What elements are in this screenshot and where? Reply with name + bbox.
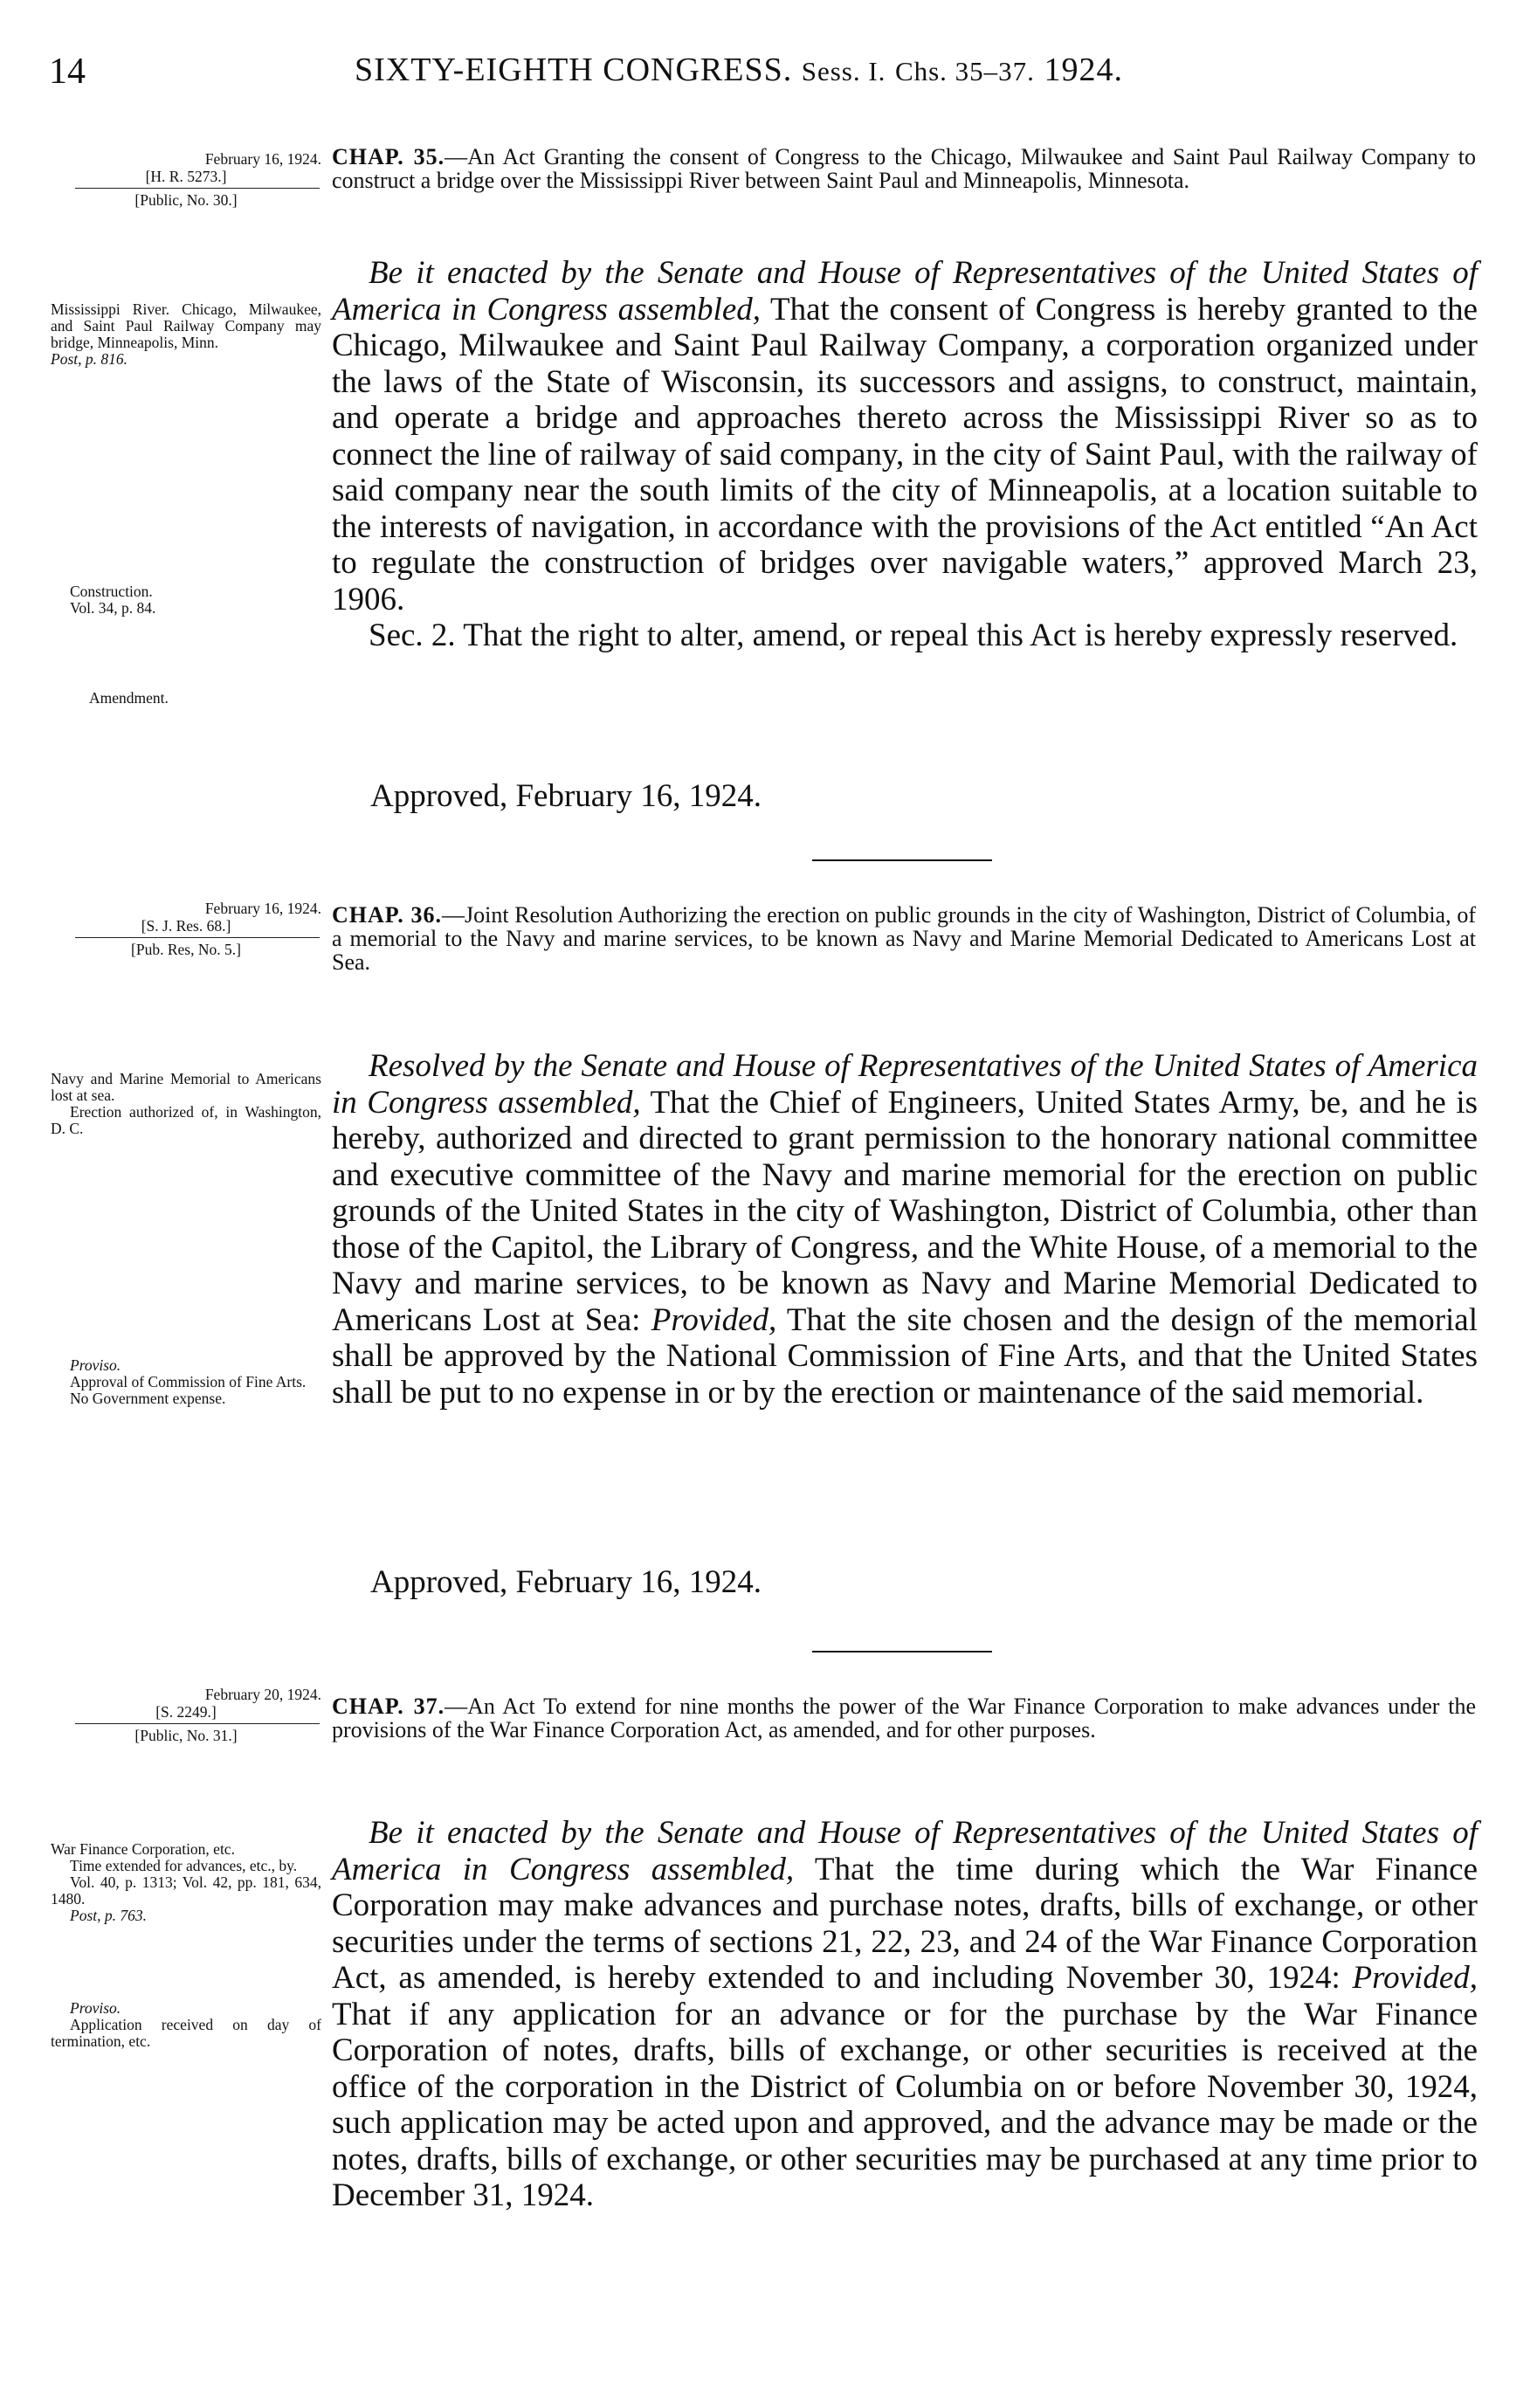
chap37-title [332,1694,1476,1742]
chap35-sidenote-construction-label: Construction. [70,583,153,600]
chap36-body [332,1048,1478,1411]
chap36-citation-rule [75,937,320,938]
chap35-sidenote-post: Post, p. 816. [51,350,128,368]
section-divider-2 [812,1651,992,1652]
running-header [49,51,1486,100]
page-number: 14 [49,52,86,92]
chap35-section2: Sec. 2. That the right to alter, amend, or repeal this Act is hereby expressly reserved. [369,618,1458,653]
chap37-bill-number: [S. 2249.] [155,1703,217,1721]
chap35-sidenote-amendment [51,690,321,707]
chap37-sidenote-time: Time extended for advances, etc., by. [70,1857,298,1874]
chap37-sidenote-vol: Vol. 40, p. 1313; Vol. 42, pp. 181, 634, 1480. [51,1873,321,1908]
chap36-sidenote-erection: Erection authorized of, in Washington, D. C. [51,1103,321,1137]
chap37-enacting-clause [332,1815,1478,2214]
chap37-provided: Provided, [1352,1960,1478,1996]
chap37-sidenote-corporation: War Finance Corporation, etc. [51,1840,235,1858]
chap35-public-number: [Public, No. 30.] [134,191,238,209]
chap36-public-number: [Pub. Res, No. 5.] [131,941,241,958]
running-head [355,51,1123,89]
chap36-proviso-text: That the site chosen and the design of the memorial shall be approved by the National Commission of Fine Arts, and that the United States shall be put to no expense in or by the erection or maintenance of the said memorial. [332,1301,1478,1411]
chap37-body [332,1815,1478,2214]
running-head-chapters: Chs. 35–37. [894,56,1035,86]
chap36-sidenote-expense: No Government expense. [70,1390,226,1407]
chap36-sidenote-subject [51,1071,321,1137]
chap36-sidenote-proviso-label: Proviso. [70,1356,121,1374]
chap37-sidenote-citation [51,1686,321,1744]
running-head-session: Sess. I. [801,56,886,86]
running-head-year: 1924. [1044,52,1123,88]
chap35-sidenote-citation [51,150,321,209]
chap35-sidenote-vol: Vol. 34, p. 84. [70,599,156,617]
chap36-resolving-clause [332,1048,1478,1411]
chap35-section1: That the consent of Congress is hereby granted to the Chicago, Milwaukee and Saint Paul Railway Company, a corporation organized under the laws of the State of Wisconsin, its successors and assigns, to construct, maintain, and operate a bridge and approaches thereto across the Mississippi River so as to connect the line of railway of said company, in the city of Saint Paul, with the railway of said company near the south limits of the city of Minneapolis, at a location suitable to the interests of navigation, in accordance with the provisions of the Act entitled “An Act to regulate the construction of bridges over navigable waters,” approved March 23, 1906. [332,291,1478,618]
chap37-enacting-italic: Be it enacted by the Senate and House of Representatives of the United States of America in Congress assembled, [332,1815,1478,1887]
chap35-citation-rule [75,188,320,189]
chap36-sidenote-proviso [51,1357,321,1407]
chap35-sidenote-subject [51,301,321,368]
chap37-body-text: That the time during which the War Finance Corporation may make advances and purchase notes, drafts, bills of exchange, or other securities under the terms of sections 21, 22, 23, and 24 of the War Finance Corporation Act, as amended, is hereby extended to and including November 30, 1924: [332,1851,1478,1996]
chap35-title [332,145,1476,192]
chap36-sidenote-citation [51,900,321,958]
chap35-title-text: —An Act Granting the consent of Congress to the Chicago, Milwaukee and Saint Paul Railway Company to construct a bridge over the Mississippi River between Saint Paul and Minneapolis, Minnesota. [332,144,1476,193]
chap37-sidenote-post: Post, p. 763. [70,1907,147,1924]
chap36-bill-number: [S. J. Res. 68.] [141,917,231,935]
chap35-bill-number: [H. R. 5273.] [145,168,227,185]
chap37-public-number: [Public, No. 31.] [134,1727,238,1744]
chap36-sidenote-fine-arts: Approval of Commission of Fine Arts. [70,1373,307,1390]
chap37-sidenote-proviso [51,2000,321,2050]
chap35-body [332,255,1478,654]
chap37-sidenote-subject [51,1841,321,1924]
chap35-approved: Approved, February 16, 1924. [370,778,762,814]
chap37-sidenote-application: Application received on day of termination, etc. [51,2016,321,2050]
chap37-title-text: —An Act To extend for nine months the power of the War Finance Corporation to make advances under the provisions of the War Finance Corporation Act, as amended, and for other purposes. [332,1694,1476,1742]
chap36-approved: Approved, February 16, 1924. [370,1564,762,1600]
running-head-congress: SIXTY-EIGHTH CONGRESS. [355,52,793,88]
chap35-sidenote-construction [51,583,321,617]
chap36-label: CHAP. 36. [332,902,443,928]
chap37-label: CHAP. 37. [332,1694,445,1719]
chap36-sidenote-memorial: Navy and Marine Memorial to Americans lost at sea. [51,1070,321,1104]
chap36-resolving-italic: Resolved by the Senate and House of Representatives of the United States of America in Congress assembled, [332,1048,1478,1121]
chap35-enacting-italic: Be it enacted by the Senate and House of Representatives of the United States of America in Congress assembled, [332,255,1478,328]
chap36-title [332,903,1476,974]
chap36-body-text: That the Chief of Engineers, United States Army, be, and he is hereby, authorized and directed to grant permission to the honorary national committee and executive committee of the Navy and marine memorial for the erection on public grounds of the United States in the city of Washington, District of Columbia, other than those of the Capitol, the Library of Congress, and the White House, of a memorial to the Navy and marine services, to be known as Navy and Marine Memorial Dedicated to Americans Lost at Sea: [332,1084,1478,1338]
chap36-provided: Provided, [651,1301,777,1338]
chap37-citation-rule [75,1723,320,1724]
chap35-enacting-clause [332,255,1478,618]
chap36-title-text: —Joint Resolution Authorizing the erection on public grounds in the city of Washington, District of Columbia, of a memorial to the Navy and marine services, to be known as Navy and Marine Memorial Dedicated to Americans Lost at Sea. [332,902,1476,975]
chap37-proviso-text: That if any application for an advance or for the purchase by the War Finance Corporation of notes, drafts, bills of exchange, or other securities is received at the office of the corporation in the District of Columbia on or before November 30, 1924, such application may be acted upon and approved, and the advance may be made or the notes, drafts, bills of exchange, or other securities may be purchased at any time prior to December 31, 1924. [332,1996,1478,2213]
chap35-sidenote-bridge: Mississippi River. Chicago, Milwaukee, and Saint Paul Railway Company may bridge, Minneapolis, Minn. [51,300,321,351]
chap37-date: February 20, 1924. [204,1686,321,1703]
section-divider-1 [812,859,992,861]
chap36-date: February 16, 1924. [204,900,321,917]
chap37-sidenote-proviso-label: Proviso. [70,1999,121,2017]
chap35-label: CHAP. 35. [332,144,445,169]
chap35-sidenote-amendment-label: Amendment. [89,689,169,707]
chap35-date: February 16, 1924. [204,150,321,168]
